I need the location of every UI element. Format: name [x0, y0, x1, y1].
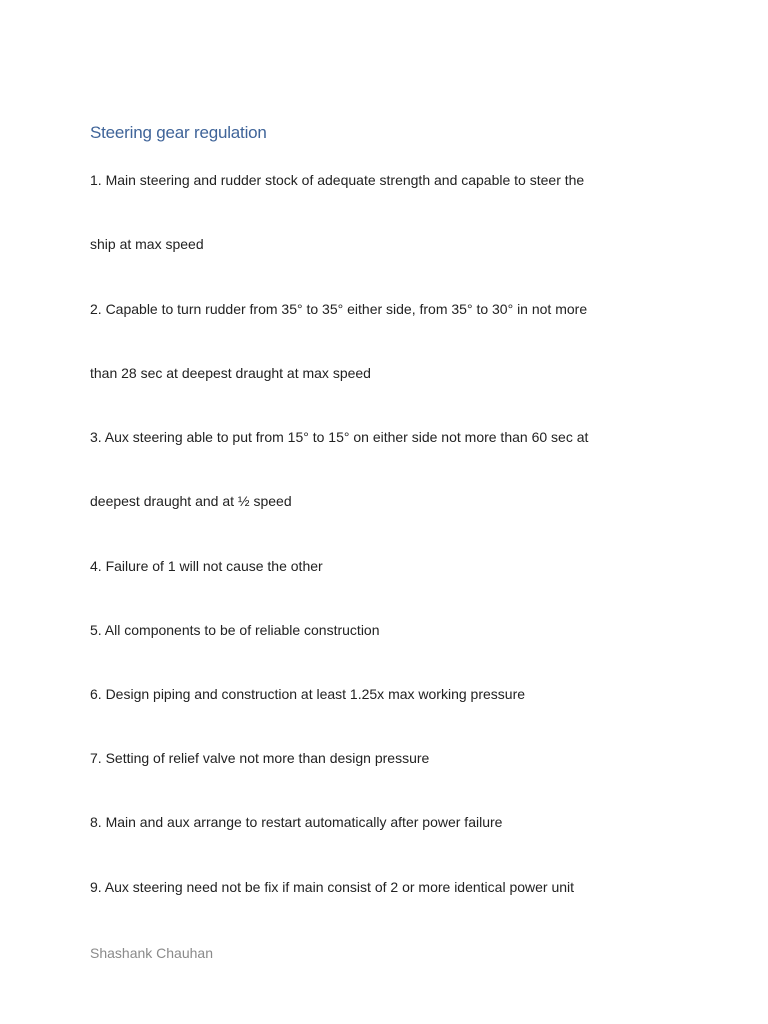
regulation-line-2-continued: than 28 sec at deepest draught at max speed — [90, 365, 371, 381]
regulation-line-2: 2. Capable to turn rudder from 35° to 35° either side, from 35° to 30° in not more — [90, 301, 588, 317]
regulation-line-7: 7. Setting of relief valve not more than design pressure — [90, 750, 430, 766]
regulation-line-1-continued: ship at max speed — [90, 236, 204, 252]
regulation-line-5: 5. All components to be of reliable construction — [90, 622, 380, 638]
regulation-line-4: 4. Failure of 1 will not cause the other — [90, 558, 323, 574]
regulation-line-3: 3. Aux steering able to put from 15° to 15° on either side not more than 60 sec at — [90, 429, 589, 445]
author-footer: Shashank Chauhan — [90, 945, 213, 961]
regulation-line-1: 1. Main steering and rudder stock of adequate strength and capable to steer the — [90, 172, 585, 188]
regulation-line-3-continued: deepest draught and at ½ speed — [90, 493, 292, 509]
page-title: Steering gear regulation — [90, 123, 267, 142]
regulation-line-8: 8. Main and aux arrange to restart automatically after power failure — [90, 814, 503, 830]
regulation-line-9: 9. Aux steering need not be fix if main consist of 2 or more identical power unit — [90, 879, 575, 895]
regulation-line-6: 6. Design piping and construction at least 1.25x max working pressure — [90, 686, 526, 702]
